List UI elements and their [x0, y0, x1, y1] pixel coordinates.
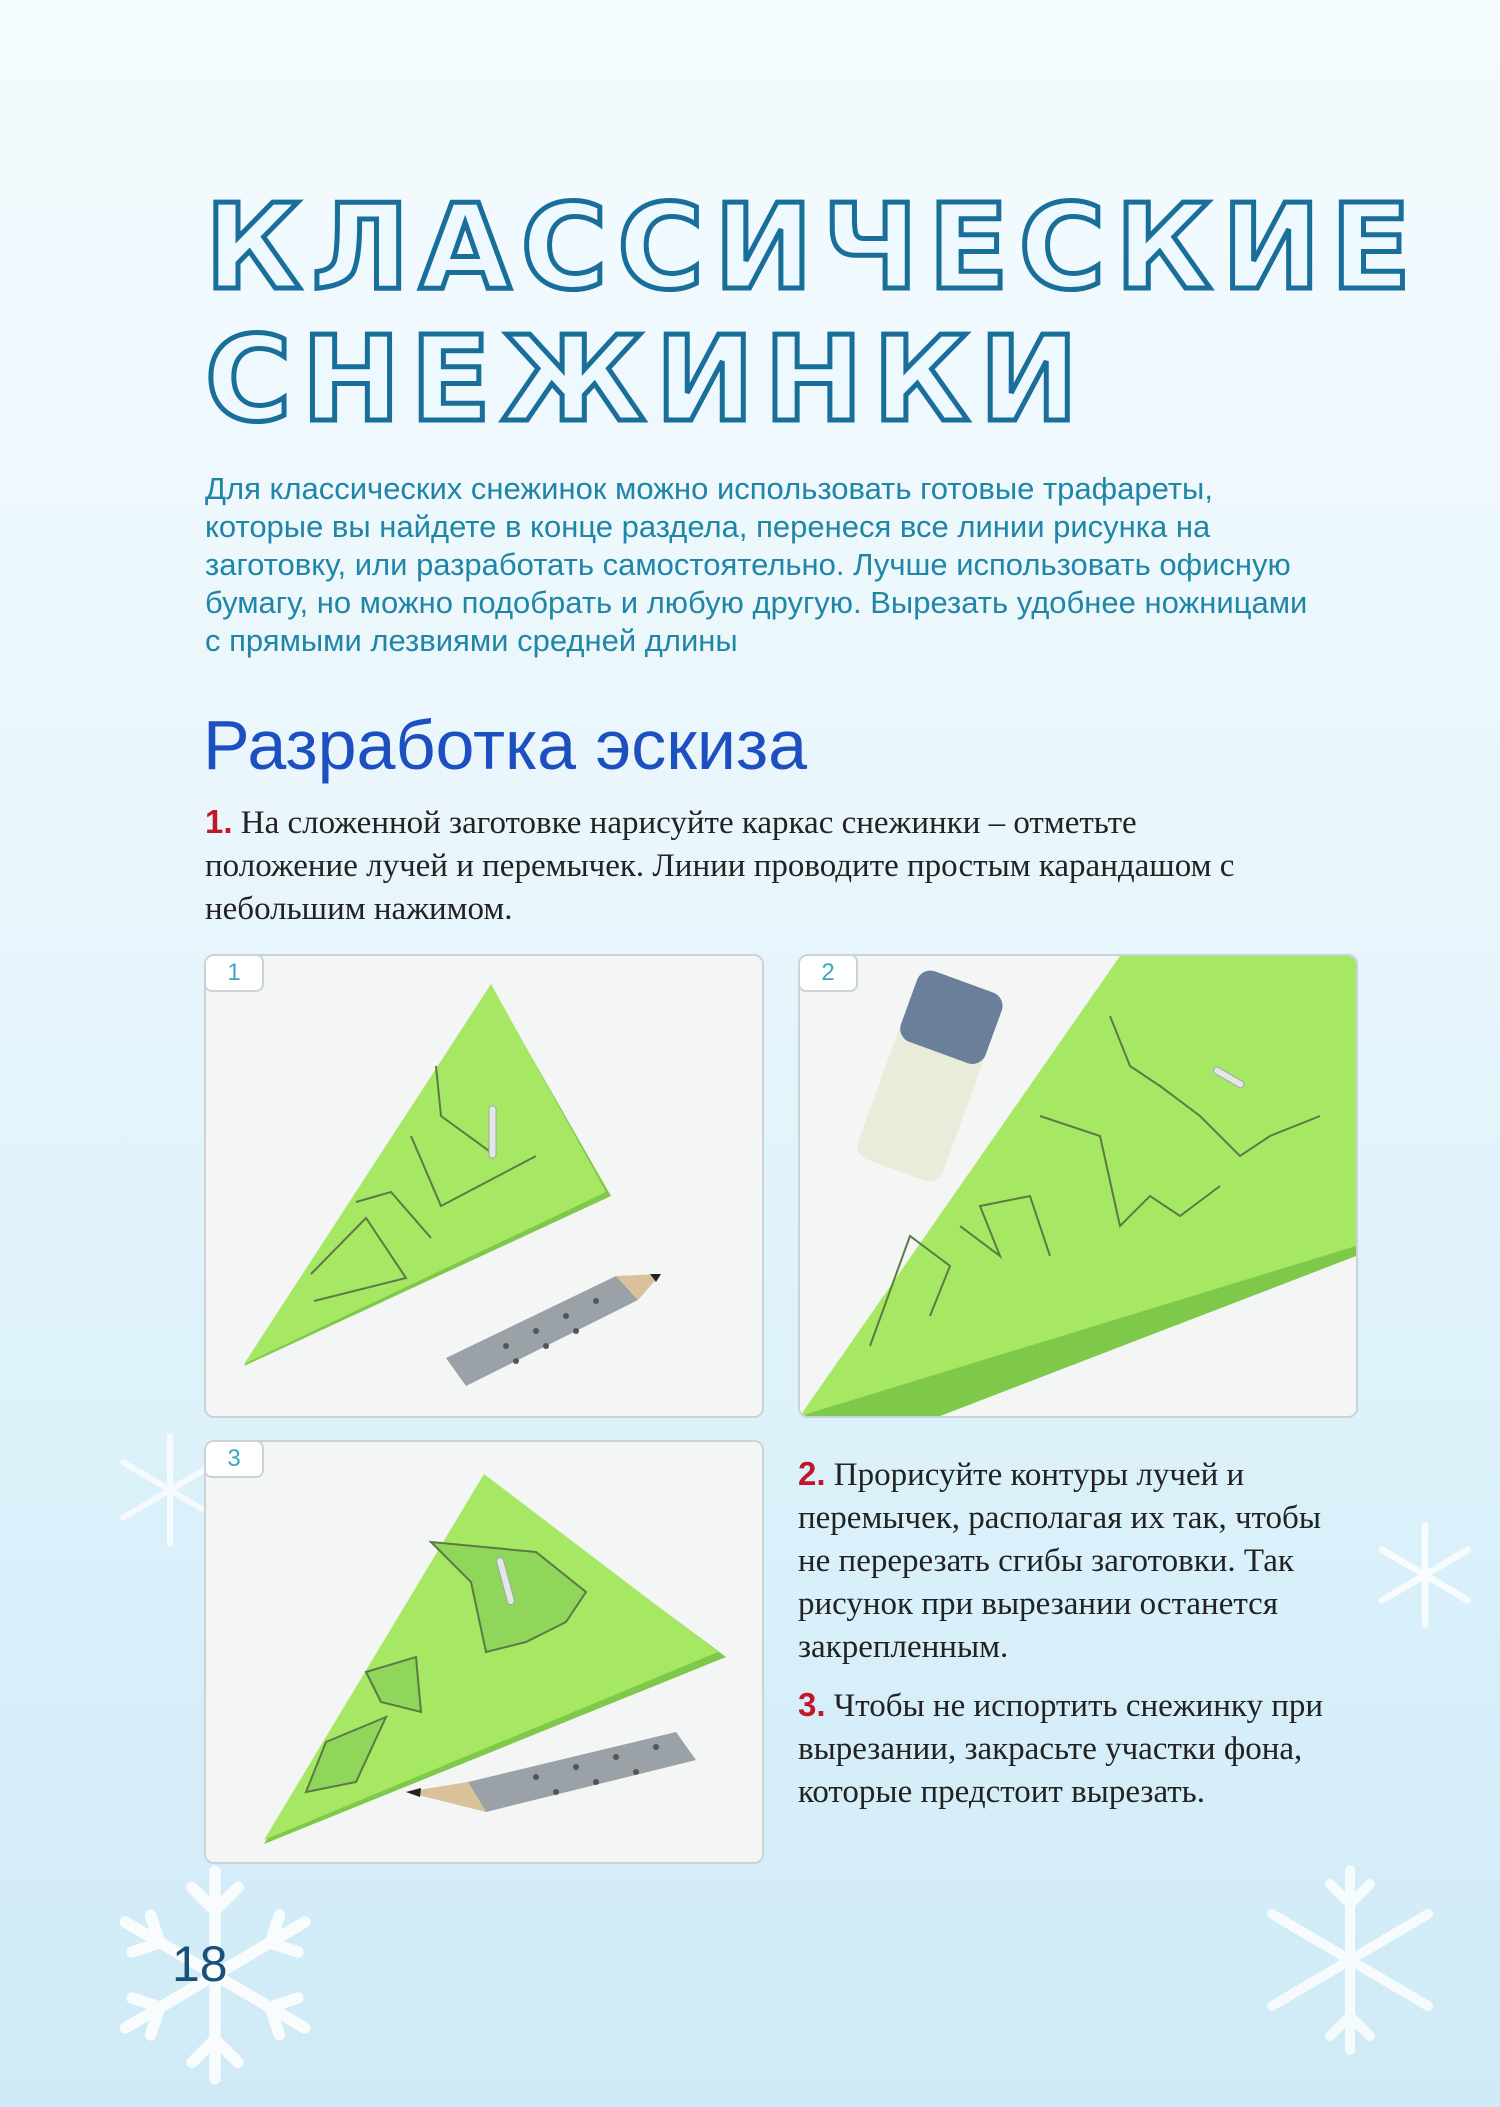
- photo-step-3: [204, 1440, 764, 1864]
- photo-step-2: [798, 954, 1358, 1418]
- folded-paper-illustration: [206, 956, 762, 1416]
- snowflake-decoration-icon: [1250, 1860, 1450, 2060]
- step-2-body: Прорисуйте контуры лучей и перемычек, располагая их так, чтобы не перерезать сгибы заготовки. Так рисунок при вырезании останется закрепленным.: [798, 1457, 1321, 1665]
- intro-paragraph: Для классических снежинок можно использовать готовые трафареты, которые вы найдете в конце раздела, перенеся все линии рисунка на заготовку, или разработать самостоятельно. Лучше использовать офисную бумагу, но можно подобрать и любую другую. Вырезать удобнее ножницами с прямыми лезвиями средней длины: [205, 471, 1308, 658]
- step-3-body: Чтобы не испортить снежинку при вырезании, закрасьте участки фона, которые предстоит вырезать.: [798, 1688, 1324, 1810]
- page-title-line-2: СНЕЖИНКИ: [205, 310, 1089, 448]
- photo-step-1: [204, 954, 764, 1418]
- page-number: 18: [172, 1936, 228, 1992]
- step-1-body: На сложенной заготовке нарисуйте каркас снежинки – отметьте положение лучей и перемычек. Линии проводите простым карандашом с небольшим нажимом.: [205, 805, 1235, 927]
- step-2-text: [798, 1452, 1358, 1669]
- step-1-number: 1.: [205, 803, 233, 840]
- snowflake-decoration-icon: [1370, 1520, 1480, 1630]
- photo-badge-2: 2: [798, 954, 858, 992]
- step-2-number: 2.: [798, 1455, 826, 1492]
- folded-paper-illustration: [206, 1442, 762, 1862]
- step-3-number: 3.: [798, 1686, 826, 1723]
- step-1-text: [205, 800, 1285, 931]
- page-title-line-1: КЛАССИЧЕСКИЕ: [205, 178, 1422, 316]
- photo-badge-1: 1: [204, 954, 264, 992]
- section-heading: Разработка эскиза: [203, 706, 808, 784]
- step-3-text: [798, 1683, 1358, 1814]
- folded-paper-illustration: [800, 956, 1356, 1416]
- photo-badge-3: 3: [204, 1440, 264, 1478]
